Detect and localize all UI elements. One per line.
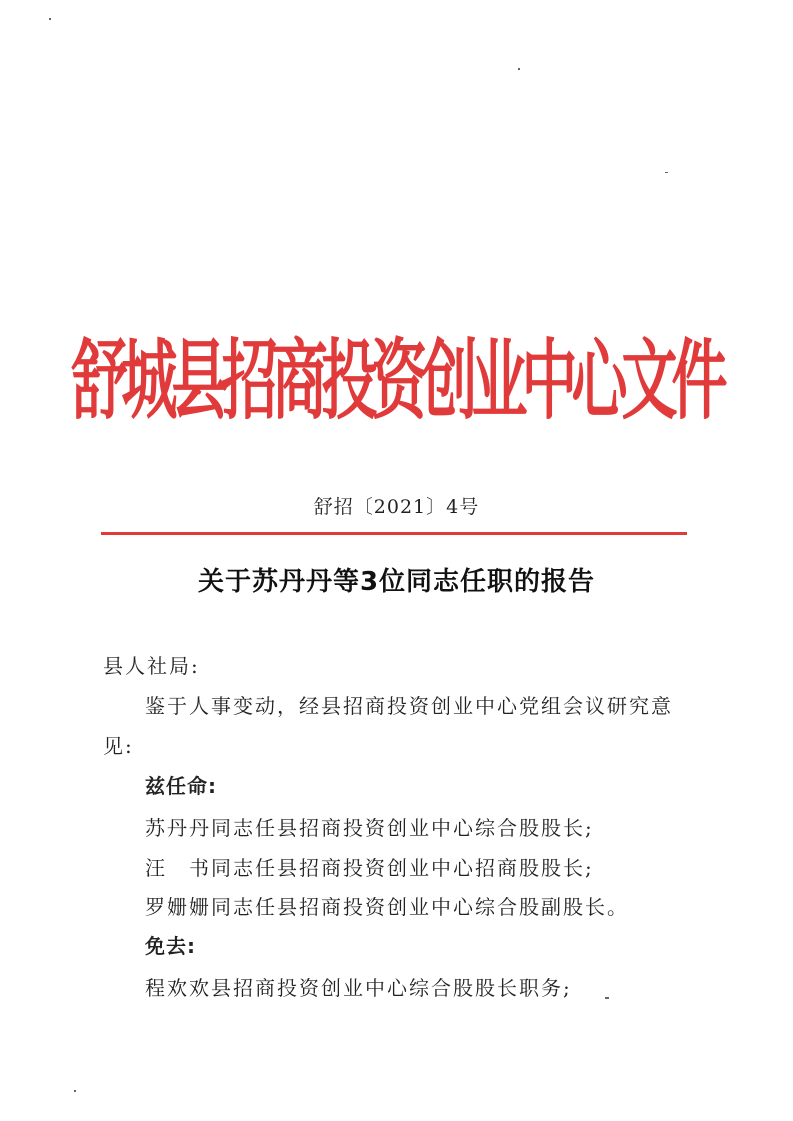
remove-item: 程欢欢县招商投资创业中心综合股股长职务; bbox=[145, 976, 572, 1000]
scan-speck bbox=[605, 997, 609, 999]
red-divider-line bbox=[101, 532, 687, 535]
letterhead-title: 舒城县招商投资创业中心文件 bbox=[71, 331, 722, 433]
appoint-heading: 兹任命: bbox=[145, 774, 217, 798]
scan-speck bbox=[518, 68, 520, 70]
intro-line-2: 见: bbox=[103, 734, 134, 758]
document-title: 关于苏丹丹等3位同志任职的报告 bbox=[197, 567, 596, 597]
appoint-item: 苏丹丹同志任县招商投资创业中心综合股股长; bbox=[145, 816, 594, 840]
remove-heading: 免去: bbox=[145, 934, 196, 958]
intro-line-1: 鉴于人事变动，经县招商投资创业中心党组会议研究意 bbox=[145, 694, 673, 718]
scan-speck bbox=[49, 18, 51, 20]
scan-speck bbox=[665, 172, 668, 173]
appoint-item: 汪 书同志任县招商投资创业中心招商股股长; bbox=[145, 856, 594, 880]
appoint-item: 罗姗姗同志任县招商投资创业中心综合股副股长。 bbox=[145, 895, 629, 919]
scan-speck bbox=[74, 1090, 76, 1092]
addressee: 县人社局: bbox=[103, 654, 200, 678]
document-number: 舒招〔2021〕4号 bbox=[313, 496, 480, 518]
